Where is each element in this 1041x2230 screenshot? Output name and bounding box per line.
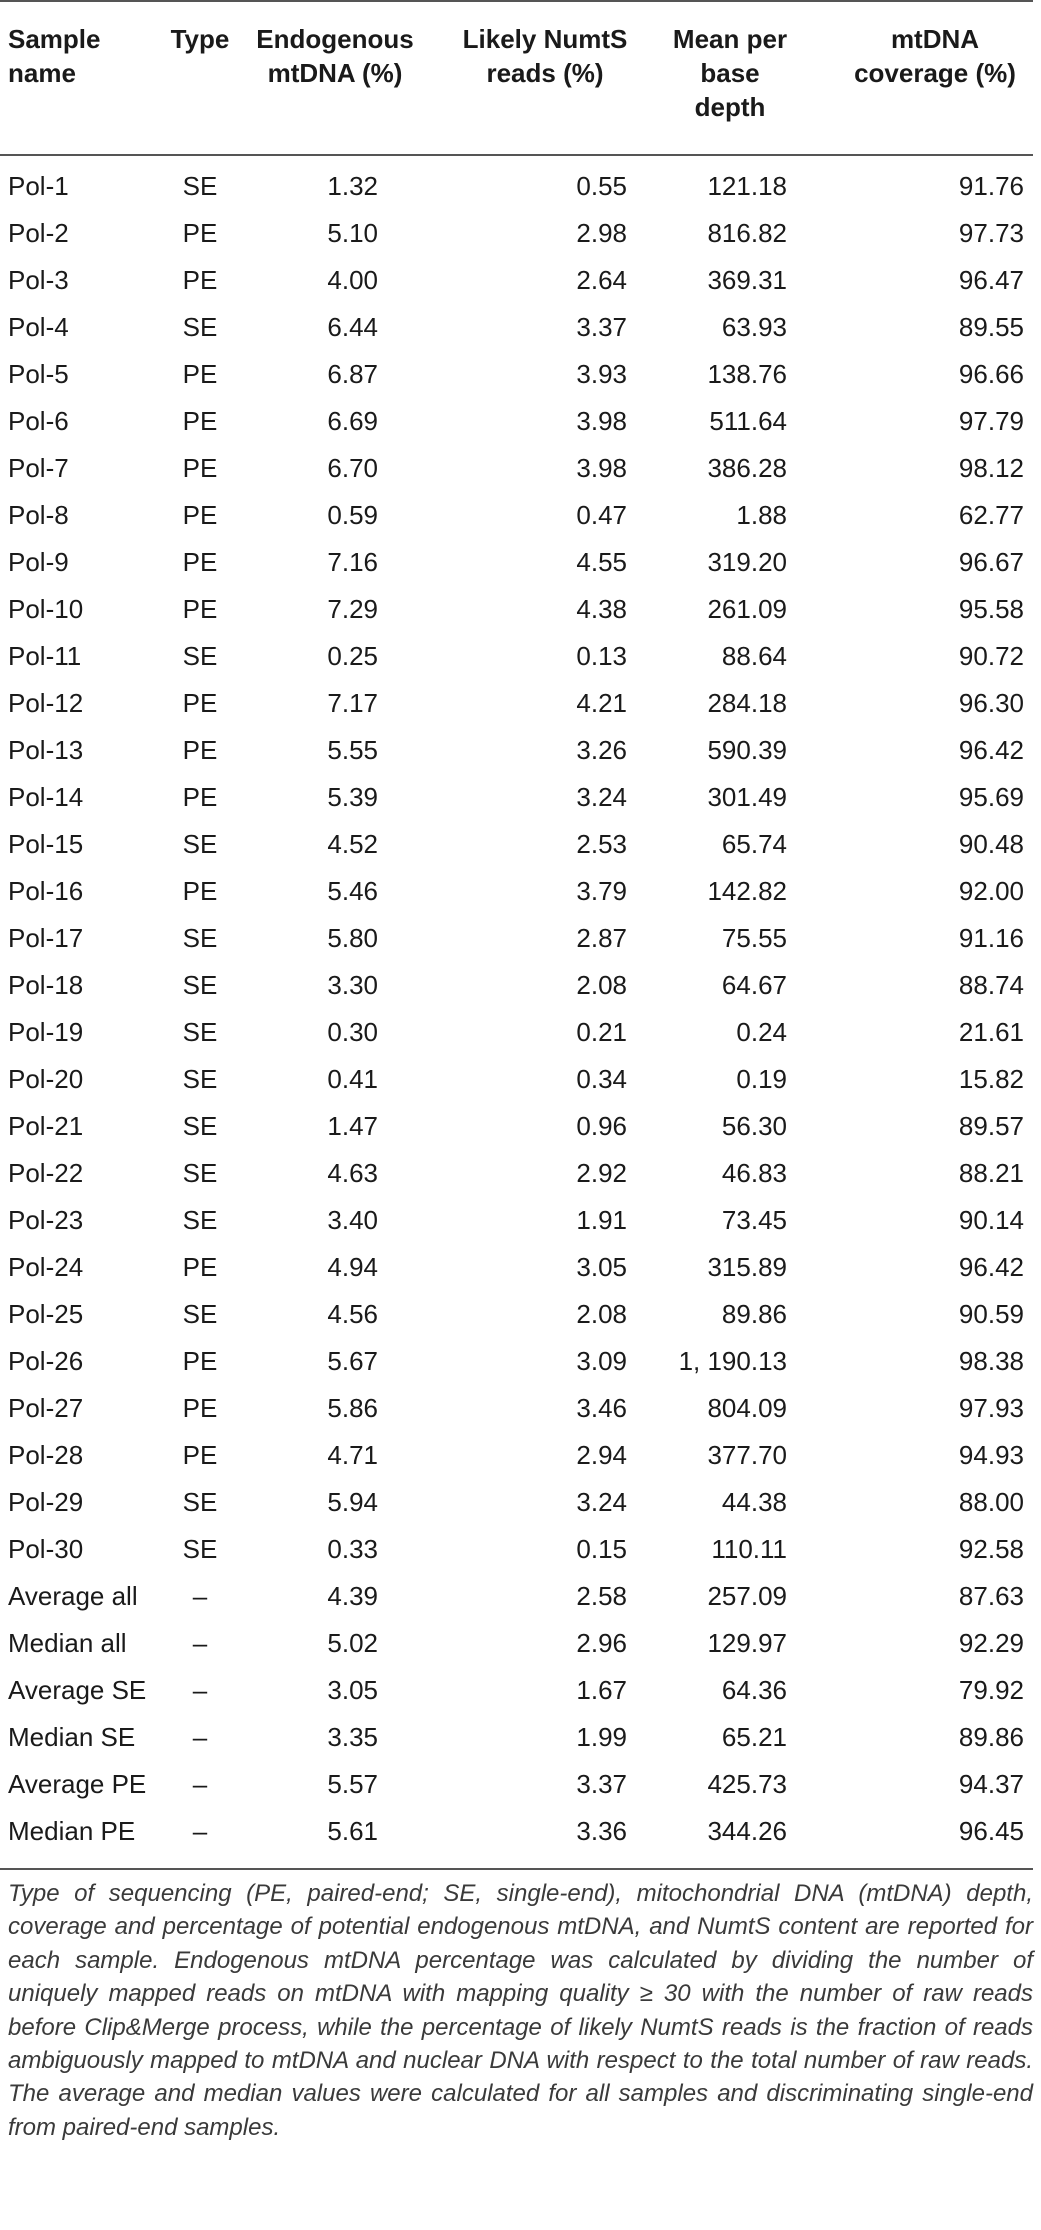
cell-type: –: [192, 1581, 208, 1611]
cell-endogenous: 5.39: [327, 782, 378, 812]
table-row: [0, 727, 1041, 774]
cell-endogenous: 6.70: [327, 453, 378, 483]
cell-type: PE: [182, 547, 218, 577]
cell-numts: 3.36: [576, 1816, 627, 1846]
table-row: [0, 821, 1041, 868]
cell-type: –: [192, 1722, 208, 1752]
cell-mean-depth: 1.88: [736, 500, 787, 530]
cell-mean-depth: 261.09: [707, 594, 787, 624]
cell-type: PE: [182, 876, 218, 906]
cell-coverage: 97.73: [958, 218, 1024, 248]
table-row: [0, 680, 1041, 727]
cell-coverage: 95.58: [958, 594, 1024, 624]
cell-mean-depth: 369.31: [707, 265, 787, 295]
cell-endogenous: 5.80: [327, 923, 378, 953]
cell-mean-depth: 590.39: [707, 735, 787, 765]
cell-sample-name: Pol-19: [8, 1017, 84, 1047]
cell-sample-name: Average all: [8, 1581, 138, 1611]
cell-coverage: 95.69: [958, 782, 1024, 812]
cell-endogenous: 4.71: [327, 1440, 378, 1470]
cell-endogenous: 5.61: [327, 1816, 378, 1846]
cell-type: PE: [182, 735, 218, 765]
cell-type: PE: [182, 265, 218, 295]
cell-endogenous: 5.57: [327, 1769, 378, 1799]
cell-endogenous: 3.05: [327, 1675, 378, 1705]
cell-numts: 0.21: [576, 1017, 627, 1047]
cell-coverage: 91.16: [958, 923, 1024, 953]
cell-endogenous: 5.02: [327, 1628, 378, 1658]
cell-sample-name: Pol-17: [8, 923, 84, 953]
cell-mean-depth: 319.20: [707, 547, 787, 577]
cell-mean-depth: 315.89: [707, 1252, 787, 1282]
cell-sample-name: Pol-15: [8, 829, 84, 859]
cell-numts: 3.98: [576, 406, 627, 436]
cell-sample-name: Pol-24: [8, 1252, 84, 1282]
cell-type: SE: [182, 1487, 218, 1517]
cell-sample-name: Pol-21: [8, 1111, 84, 1141]
cell-sample-name: Pol-30: [8, 1534, 84, 1564]
cell-mean-depth: 56.30: [721, 1111, 787, 1141]
table-row: [0, 1385, 1041, 1432]
cell-coverage: 96.67: [958, 547, 1024, 577]
cell-endogenous: 4.52: [327, 829, 378, 859]
cell-type: SE: [182, 1064, 218, 1094]
cell-mean-depth: 1, 190.13: [678, 1346, 787, 1376]
cell-numts: 3.26: [576, 735, 627, 765]
cell-sample-name: Pol-3: [8, 265, 69, 295]
header-coverage-text: mtDNA coverage (%): [854, 24, 1016, 88]
cell-type: PE: [182, 1346, 218, 1376]
cell-numts: 4.21: [576, 688, 627, 718]
cell-numts: 3.37: [576, 1769, 627, 1799]
cell-type: SE: [182, 171, 218, 201]
cell-coverage: 97.93: [958, 1393, 1024, 1423]
cell-mean-depth: 377.70: [707, 1440, 787, 1470]
cell-type: –: [192, 1628, 208, 1658]
cell-mean-depth: 511.64: [709, 406, 787, 436]
cell-coverage: 98.12: [958, 453, 1024, 483]
cell-numts: 0.15: [576, 1534, 627, 1564]
table-row: [0, 1432, 1041, 1479]
cell-type: PE: [182, 218, 218, 248]
cell-mean-depth: 386.28: [707, 453, 787, 483]
cell-coverage: 90.48: [958, 829, 1024, 859]
table-row: [0, 1479, 1041, 1526]
cell-endogenous: 0.33: [327, 1534, 378, 1564]
cell-numts: 2.98: [576, 218, 627, 248]
cell-numts: 1.67: [576, 1675, 627, 1705]
cell-numts: 2.64: [576, 265, 627, 295]
table-row: [0, 1103, 1041, 1150]
cell-mean-depth: 88.64: [721, 641, 787, 671]
cell-mean-depth: 46.83: [721, 1158, 787, 1188]
cell-mean-depth: 425.73: [707, 1769, 787, 1799]
cell-mean-depth: 63.93: [721, 312, 787, 342]
cell-numts: 2.08: [576, 1299, 627, 1329]
header-rule: [0, 154, 1033, 156]
cell-sample-name: Median SE: [8, 1722, 136, 1752]
cell-numts: 3.93: [576, 359, 627, 389]
cell-numts: 2.08: [576, 970, 627, 1000]
cell-mean-depth: 64.67: [721, 970, 787, 1000]
table-row: [0, 210, 1041, 257]
cell-coverage: 94.93: [958, 1440, 1024, 1470]
cell-type: SE: [182, 923, 218, 953]
cell-numts: 1.99: [576, 1722, 627, 1752]
cell-numts: 2.96: [576, 1628, 627, 1658]
cell-type: SE: [182, 1158, 218, 1188]
cell-sample-name: Pol-13: [8, 735, 84, 765]
cell-endogenous: 5.86: [327, 1393, 378, 1423]
cell-type: SE: [182, 1205, 218, 1235]
cell-sample-name: Pol-27: [8, 1393, 84, 1423]
cell-mean-depth: 65.21: [721, 1722, 787, 1752]
cell-type: –: [192, 1769, 208, 1799]
cell-mean-depth: 64.36: [721, 1675, 787, 1705]
table-row: [0, 868, 1041, 915]
cell-numts: 3.24: [576, 782, 627, 812]
cell-endogenous: 6.69: [327, 406, 378, 436]
cell-mean-depth: 301.49: [707, 782, 787, 812]
cell-mean-depth: 65.74: [721, 829, 787, 859]
cell-sample-name: Pol-9: [8, 547, 69, 577]
table-row: [0, 163, 1041, 210]
cell-sample-name: Pol-2: [8, 218, 69, 248]
cell-numts: 0.47: [576, 500, 627, 530]
table-row: [0, 1338, 1041, 1385]
cell-coverage: 92.29: [958, 1628, 1024, 1658]
table-row: [0, 1197, 1041, 1244]
cell-endogenous: 6.44: [327, 312, 378, 342]
cell-type: PE: [182, 359, 218, 389]
cell-type: SE: [182, 1017, 218, 1047]
cell-numts: 0.13: [576, 641, 627, 671]
cell-coverage: 92.58: [958, 1534, 1024, 1564]
cell-numts: 3.24: [576, 1487, 627, 1517]
cell-endogenous: 5.10: [327, 218, 378, 248]
cell-type: PE: [182, 1252, 218, 1282]
cell-endogenous: 3.35: [327, 1722, 378, 1752]
cell-coverage: 89.57: [958, 1111, 1024, 1141]
cell-numts: 2.87: [576, 923, 627, 953]
cell-type: PE: [182, 453, 218, 483]
cell-mean-depth: 89.86: [721, 1299, 787, 1329]
cell-coverage: 21.61: [958, 1017, 1024, 1047]
table-row: [0, 1244, 1041, 1291]
cell-sample-name: Pol-20: [8, 1064, 84, 1094]
cell-endogenous: 5.55: [327, 735, 378, 765]
cell-endogenous: 6.87: [327, 359, 378, 389]
cell-endogenous: 0.25: [327, 641, 378, 671]
table-row: [0, 304, 1041, 351]
cell-coverage: 97.79: [958, 406, 1024, 436]
cell-sample-name: Pol-18: [8, 970, 84, 1000]
cell-coverage: 98.38: [958, 1346, 1024, 1376]
cell-coverage: 15.82: [958, 1064, 1024, 1094]
cell-type: SE: [182, 1111, 218, 1141]
header-numts: [455, 22, 635, 90]
header-sample-name-text: Sample name: [8, 24, 101, 88]
table-row: [0, 398, 1041, 445]
cell-coverage: 88.74: [958, 970, 1024, 1000]
cell-endogenous: 7.17: [327, 688, 378, 718]
cell-sample-name: Pol-23: [8, 1205, 84, 1235]
header-numts-text: Likely NumtS reads (%): [462, 24, 628, 88]
cell-numts: 0.34: [576, 1064, 627, 1094]
cell-numts: 3.09: [576, 1346, 627, 1376]
table-row: [0, 1808, 1041, 1855]
table-row: [0, 586, 1041, 633]
cell-coverage: 96.42: [958, 1252, 1024, 1282]
table-row: [0, 1291, 1041, 1338]
cell-endogenous: 5.46: [327, 876, 378, 906]
cell-sample-name: Pol-6: [8, 406, 69, 436]
header-endogenous: [255, 22, 415, 90]
cell-mean-depth: 44.38: [721, 1487, 787, 1517]
cell-sample-name: Average PE: [8, 1769, 147, 1799]
cell-mean-depth: 284.18: [707, 688, 787, 718]
cell-mean-depth: 129.97: [707, 1628, 787, 1658]
cell-sample-name: Pol-14: [8, 782, 84, 812]
cell-endogenous: 5.67: [327, 1346, 378, 1376]
cell-sample-name: Pol-16: [8, 876, 84, 906]
cell-type: PE: [182, 1393, 218, 1423]
table-row: [0, 962, 1041, 1009]
cell-numts: 4.55: [576, 547, 627, 577]
cell-mean-depth: 257.09: [707, 1581, 787, 1611]
cell-coverage: 92.00: [958, 876, 1024, 906]
table-row: [0, 1526, 1041, 1573]
table-row: [0, 492, 1041, 539]
cell-coverage: 62.77: [958, 500, 1024, 530]
cell-endogenous: 0.41: [327, 1064, 378, 1094]
header-sample-name: [8, 22, 101, 90]
cell-numts: 0.96: [576, 1111, 627, 1141]
cell-coverage: 90.14: [958, 1205, 1024, 1235]
cell-sample-name: Pol-10: [8, 594, 84, 624]
cell-sample-name: Median PE: [8, 1816, 136, 1846]
cell-numts: 0.55: [576, 171, 627, 201]
cell-sample-name: Pol-4: [8, 312, 69, 342]
cell-numts: 2.92: [576, 1158, 627, 1188]
cell-coverage: 96.30: [958, 688, 1024, 718]
header-coverage: [840, 22, 1030, 90]
cell-mean-depth: 110.11: [711, 1534, 787, 1564]
cell-sample-name: Pol-12: [8, 688, 84, 718]
cell-type: –: [192, 1675, 208, 1705]
cell-numts: 1.91: [576, 1205, 627, 1235]
table-row: [0, 1056, 1041, 1103]
cell-type: PE: [182, 406, 218, 436]
cell-numts: 3.79: [576, 876, 627, 906]
cell-coverage: 91.76: [958, 171, 1024, 201]
cell-coverage: 89.86: [958, 1722, 1024, 1752]
cell-sample-name: Pol-11: [8, 641, 82, 671]
table-row: [0, 257, 1041, 304]
cell-coverage: 79.92: [958, 1675, 1024, 1705]
cell-mean-depth: 75.55: [721, 923, 787, 953]
cell-mean-depth: 73.45: [721, 1205, 787, 1235]
bottom-rule: [0, 1868, 1033, 1870]
cell-coverage: 90.72: [958, 641, 1024, 671]
cell-coverage: 90.59: [958, 1299, 1024, 1329]
cell-type: SE: [182, 970, 218, 1000]
header-endogenous-text: Endogenous mtDNA (%): [256, 24, 414, 88]
cell-type: SE: [182, 829, 218, 859]
cell-endogenous: 4.00: [327, 265, 378, 295]
cell-endogenous: 7.29: [327, 594, 378, 624]
cell-mean-depth: 138.76: [707, 359, 787, 389]
cell-numts: 2.53: [576, 829, 627, 859]
cell-coverage: 89.55: [958, 312, 1024, 342]
cell-coverage: 96.42: [958, 735, 1024, 765]
cell-mean-depth: 804.09: [707, 1393, 787, 1423]
cell-mean-depth: 142.82: [707, 876, 787, 906]
cell-type: PE: [182, 594, 218, 624]
table-row: [0, 351, 1041, 398]
cell-numts: 2.58: [576, 1581, 627, 1611]
cell-coverage: 88.21: [958, 1158, 1024, 1188]
cell-sample-name: Median all: [8, 1628, 127, 1658]
header-type: [160, 22, 240, 56]
cell-coverage: 96.66: [958, 359, 1024, 389]
cell-mean-depth: 0.19: [736, 1064, 787, 1094]
table-footnote: Type of sequencing (PE, paired-end; SE, single-end), mitochondrial DNA (mtDNA) depth, coverage and percentage of potential endogenous mtDNA, and NumtS content are reported for each sample. Endogenous mtDNA percentage was calculated by dividing the number of uniquely mapped reads on mtDNA with mapping quality ≥ 30 with the number of raw reads before Clip&Merge process, while the percentage of likely NumtS reads is the fraction of reads ambiguously mapped to mtDNA and nuclear DNA with respect to the total number of raw reads. The average and median values were calculated for all samples and discriminating single-end from paired-end samples.: [8, 1880, 1033, 2141]
cell-type: SE: [182, 1299, 218, 1329]
cell-type: PE: [182, 1440, 218, 1470]
table-row: [0, 1573, 1041, 1620]
table-row: [0, 1620, 1041, 1667]
table-row: [0, 1150, 1041, 1197]
cell-type: SE: [182, 641, 218, 671]
cell-numts: 3.46: [576, 1393, 627, 1423]
table-row: [0, 539, 1041, 586]
cell-coverage: 94.37: [958, 1769, 1024, 1799]
cell-endogenous: 0.59: [327, 500, 378, 530]
cell-endogenous: 4.56: [327, 1299, 378, 1329]
cell-numts: 4.38: [576, 594, 627, 624]
header-mean-depth-text: Mean per base depth: [672, 24, 788, 122]
header-mean-depth: [660, 22, 800, 124]
cell-endogenous: 7.16: [327, 547, 378, 577]
cell-endogenous: 4.94: [327, 1252, 378, 1282]
cell-sample-name: Pol-29: [8, 1487, 84, 1517]
cell-type: –: [192, 1816, 208, 1846]
table-row: [0, 915, 1041, 962]
cell-type: PE: [182, 500, 218, 530]
cell-numts: 3.37: [576, 312, 627, 342]
cell-type: PE: [182, 688, 218, 718]
cell-sample-name: Pol-26: [8, 1346, 84, 1376]
cell-endogenous: 0.30: [327, 1017, 378, 1047]
cell-endogenous: 4.39: [327, 1581, 378, 1611]
cell-sample-name: Pol-28: [8, 1440, 84, 1470]
cell-numts: 2.94: [576, 1440, 627, 1470]
table-row: [0, 445, 1041, 492]
cell-endogenous: 1.47: [327, 1111, 378, 1141]
cell-type: SE: [182, 1534, 218, 1564]
table-row: [0, 774, 1041, 821]
cell-mean-depth: 344.26: [707, 1816, 787, 1846]
cell-coverage: 96.47: [958, 265, 1024, 295]
header-type-text: Type: [170, 24, 230, 54]
cell-endogenous: 4.63: [327, 1158, 378, 1188]
cell-mean-depth: 0.24: [736, 1017, 787, 1047]
cell-type: PE: [182, 782, 218, 812]
cell-mean-depth: 816.82: [707, 218, 787, 248]
cell-type: SE: [182, 312, 218, 342]
cell-endogenous: 1.32: [327, 171, 378, 201]
cell-endogenous: 3.40: [327, 1205, 378, 1235]
cell-mean-depth: 121.18: [707, 171, 787, 201]
table-row: [0, 1009, 1041, 1056]
cell-numts: 3.98: [576, 453, 627, 483]
table-row: [0, 1761, 1041, 1808]
cell-endogenous: 5.94: [327, 1487, 378, 1517]
cell-sample-name: Pol-1: [8, 171, 69, 201]
table-row: [0, 1714, 1041, 1761]
top-rule: [0, 0, 1033, 2]
cell-coverage: 88.00: [958, 1487, 1024, 1517]
cell-endogenous: 3.30: [327, 970, 378, 1000]
cell-sample-name: Average SE: [8, 1675, 147, 1705]
cell-coverage: 96.45: [958, 1816, 1024, 1846]
cell-sample-name: Pol-8: [8, 500, 69, 530]
cell-sample-name: Pol-5: [8, 359, 69, 389]
cell-sample-name: Pol-25: [8, 1299, 84, 1329]
cell-coverage: 87.63: [958, 1581, 1024, 1611]
table-row: [0, 1667, 1041, 1714]
table-row: [0, 633, 1041, 680]
cell-sample-name: Pol-22: [8, 1158, 84, 1188]
cell-sample-name: Pol-7: [8, 453, 69, 483]
cell-numts: 3.05: [576, 1252, 627, 1282]
